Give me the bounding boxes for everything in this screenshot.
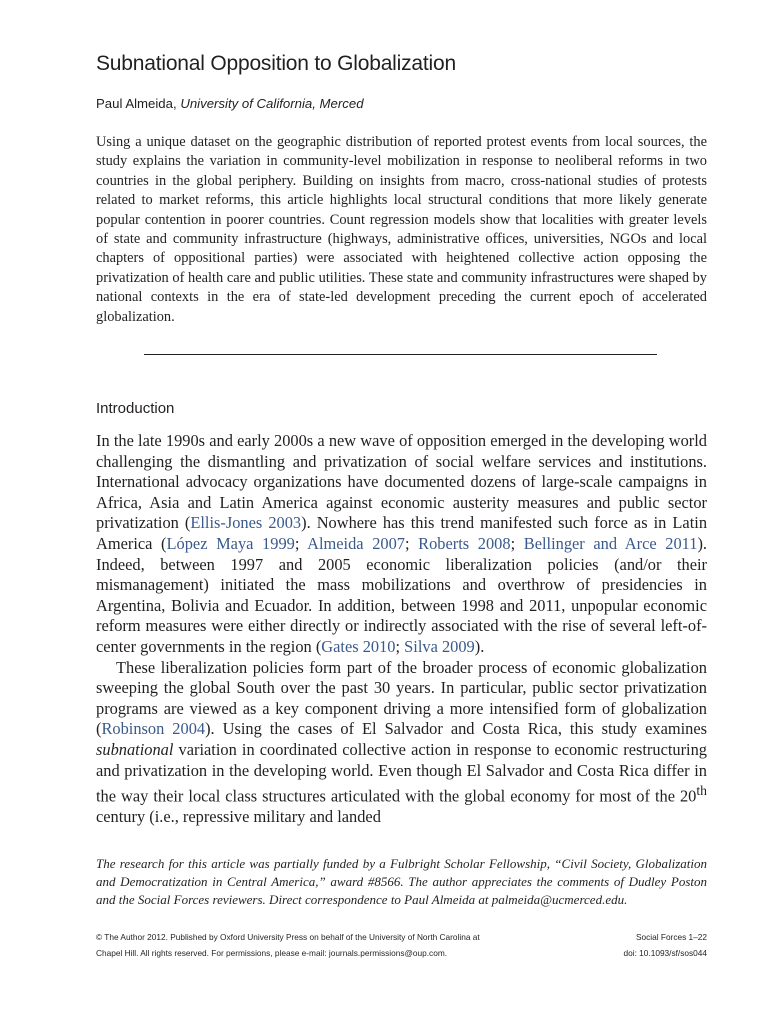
paragraph-text: ). Using the cases of El Salvador and Costa Rica, this study examines (205, 719, 707, 739)
abstract-divider (144, 354, 657, 355)
journal-pages: Social Forces 1–22 (635, 932, 707, 942)
citation-link-bellinger-arce-2011[interactable]: Bellinger and Arce 2011 (523, 533, 698, 553)
article-title: Subnational Opposition to Globalization (96, 52, 456, 75)
citation-separator: ; (294, 533, 308, 553)
funding-footnote: The research for this article was partially funded by a Fulbright Scholar Fellowship, “Civil Society, Globalization and Democratization in Central America,” award #8566. The author appreciates the comments of Dudley Poston and the Social Forces reviewers. Direct correspondence to Paul Almeida at palmeida@ucmerced.edu. (96, 856, 707, 907)
paragraph-text: In the late 1990s and early 2000s a new wave of opposition emerged in the developing world challenging the dismantling and privatization of social welfare services and institutions. International advocacy organizations have documented dozens of large-scale campaigns in Africa, Asia and Latin America against economic austerity measures and public sector privatization ( (96, 431, 707, 533)
copyright-notice (96, 930, 536, 961)
emphasis-subnational: subnational (96, 739, 174, 759)
citation-link-ellis-jones-2003[interactable]: Ellis-Jones 2003 (190, 513, 302, 533)
citation-separator: ; (510, 533, 524, 553)
introduction-body (96, 431, 707, 828)
citation-link-silva-2009[interactable]: Silva 2009 (404, 636, 475, 656)
citation-link-roberts-2008[interactable]: Roberts 2008 (418, 533, 511, 553)
copyright-line-2: Chapel Hill. All rights reserved. For permissions, please e-mail: journals.permissions@oup.com. (96, 947, 448, 958)
paragraph-text: variation in coordinated collective action in response to economic restructuring and privatization in the developing world. Even though El Salvador and Costa Rica differ in the way their local class structures articulated with the global economy for most of the 20 (96, 739, 707, 806)
author-byline (96, 94, 364, 114)
paragraph-text: These liberalization policies form part of the broader process of economic globalization sweeping the global South over the past 30 years. In particular, public sector privatization programs are viewed as a key component driving a more intensified form of globalization ( (96, 657, 707, 739)
abstract: Using a unique dataset on the geographic distribution of reported protest events from local sources, the study explains the variation in community-level mobilization in response to neoliberal reforms in two countries in the global periphery. Building on insights from macro, cross-national studies of protests related to market reforms, this article highlights local structural conditions that more likely generate popular contention in poorer countries. Count regression models show that localities with greater levels of state and community infrastructure (highways, administrative offices, universities, NGOs and local chapters of oppositional parties) were associated with heightened collective action opposing the privatization of health care and public utilities. These state and community infrastructures were shaped by national contexts in the era of state-led development preceding the current epoch of accelerated globalization. (96, 134, 707, 325)
paragraph-text: ). Nowhere has this trend manifested such force as in Latin America ( (96, 513, 708, 553)
paragraph-1 (96, 431, 707, 658)
citation-link-robinson-2004[interactable]: Robinson 2004 (101, 719, 206, 739)
section-heading-introduction: Introduction (96, 400, 175, 417)
citation-link-lopez-maya-1999[interactable]: López Maya 1999 (166, 533, 295, 553)
citation-separator: ; (395, 636, 405, 656)
citation-link-almeida-2007[interactable]: Almeida 2007 (307, 533, 405, 553)
doi: doi: 10.1093/sf/sos044 (623, 947, 707, 958)
author-name: Paul Almeida, (96, 96, 181, 111)
journal-info (624, 930, 708, 961)
paragraph-2 (96, 658, 707, 828)
citation-separator: ; (404, 533, 419, 553)
citation-link-gates-2010[interactable]: Gates 2010 (321, 636, 396, 656)
paragraph-text: ). (474, 636, 485, 656)
paragraph-text: ). Indeed, between 1997 and 2005 economic liberalization policies (and/or their mismanagement) initiated the mass mobilizations and overthrow of presidencies in Argentina, Bolivia and Ecuador. In addition, between 1998 and 2011, unpopular economic reform measures were either directly or indirectly associated with the rise of several left-of-center governments in the region ( (96, 533, 707, 656)
paragraph-text: century (i.e., repressive military and landed (96, 807, 381, 827)
ordinal-superscript: th (696, 783, 707, 799)
author-affiliation: University of California, Merced (180, 96, 364, 111)
copyright-line-1: © The Author 2012. Published by Oxford University Press on behalf of the University of North Carolina at (96, 932, 480, 942)
